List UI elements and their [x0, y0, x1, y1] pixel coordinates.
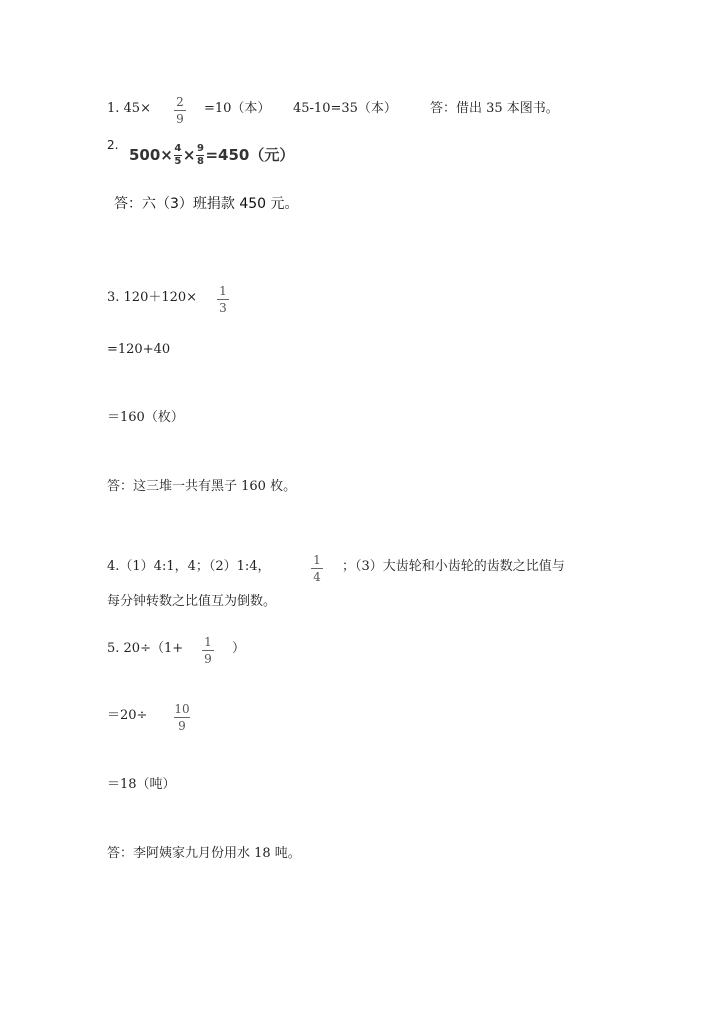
p5-expression-start: 5. 20÷（1+ — [107, 641, 184, 656]
p5-fraction-1-bar — [202, 650, 214, 651]
p3-fraction-bar — [217, 299, 229, 300]
p5-fraction-1-denominator: 9 — [204, 652, 212, 666]
p2-fraction-1-denominator: 5 — [174, 156, 182, 167]
p3-fraction-numerator: 1 — [219, 284, 227, 298]
p5-answer: 答：李阿姨家九月份用水 18 吨。 — [107, 846, 301, 861]
p2-number: 2. — [107, 138, 119, 152]
p3-step-3: ＝160（枚） — [107, 410, 184, 425]
p2-fraction-2-denominator: 8 — [196, 156, 204, 167]
p3-fraction — [216, 284, 230, 315]
p4-fraction — [310, 553, 324, 584]
p4-fraction-denominator: 4 — [313, 570, 321, 584]
p1-fraction-bar — [174, 110, 186, 111]
p1-result: =10（本） — [204, 101, 271, 116]
p3-answer: 答：这三堆一共有黑子 160 枚。 — [107, 479, 297, 494]
p5-fraction-1-numerator: 1 — [204, 635, 212, 649]
p1-answer: 答：借出 35 本图书。 — [430, 101, 559, 116]
p2-fraction-2 — [196, 144, 204, 167]
p4-text-line-2: 每分钟转数之比值互为倒数。 — [107, 594, 277, 609]
p1-fraction-denominator: 9 — [176, 112, 184, 126]
p3-fraction-denominator: 3 — [219, 301, 227, 315]
p1-expression-start: 1. 45× — [107, 101, 151, 116]
p5-close-paren: ） — [232, 641, 246, 656]
p5-step-3: ＝18（吨） — [107, 777, 176, 792]
p4-fraction-numerator: 1 — [313, 553, 321, 567]
p3-step-2: =120+40 — [107, 342, 171, 357]
p4-fraction-bar — [311, 568, 323, 569]
p2-fraction-2-numerator: 9 — [196, 143, 204, 154]
p5-fraction-2-bar — [174, 717, 190, 718]
p5-fraction-2-numerator: 10 — [174, 702, 190, 716]
p2-fraction-1-numerator: 4 — [174, 143, 182, 154]
p1-fraction-numerator: 2 — [176, 95, 184, 109]
p4-text-start: 4.（1）4:1，4；（2）1:4， — [107, 559, 271, 574]
p3-expression-start: 3. 120＋120× — [107, 290, 198, 305]
p1-subtraction: 45-10=35（本） — [293, 101, 397, 116]
p5-fraction-2-denominator: 9 — [178, 719, 186, 733]
p5-fraction-1 — [201, 635, 215, 666]
p2-expression-start: 500× — [129, 146, 173, 164]
p2-times-sign: × — [182, 146, 196, 164]
p2-fraction-1 — [174, 144, 182, 167]
p4-text-continued: ；（3）大齿轮和小齿轮的齿数之比值与 — [342, 559, 565, 574]
p2-answer: 答：六（3）班捐款 450 元。 — [114, 196, 299, 212]
p5-fraction-2 — [172, 702, 192, 733]
p2-equation — [129, 144, 294, 167]
p2-result: =450（元） — [205, 146, 295, 164]
p1-fraction — [173, 95, 187, 126]
p5-step-2: ＝20÷ — [107, 708, 148, 723]
